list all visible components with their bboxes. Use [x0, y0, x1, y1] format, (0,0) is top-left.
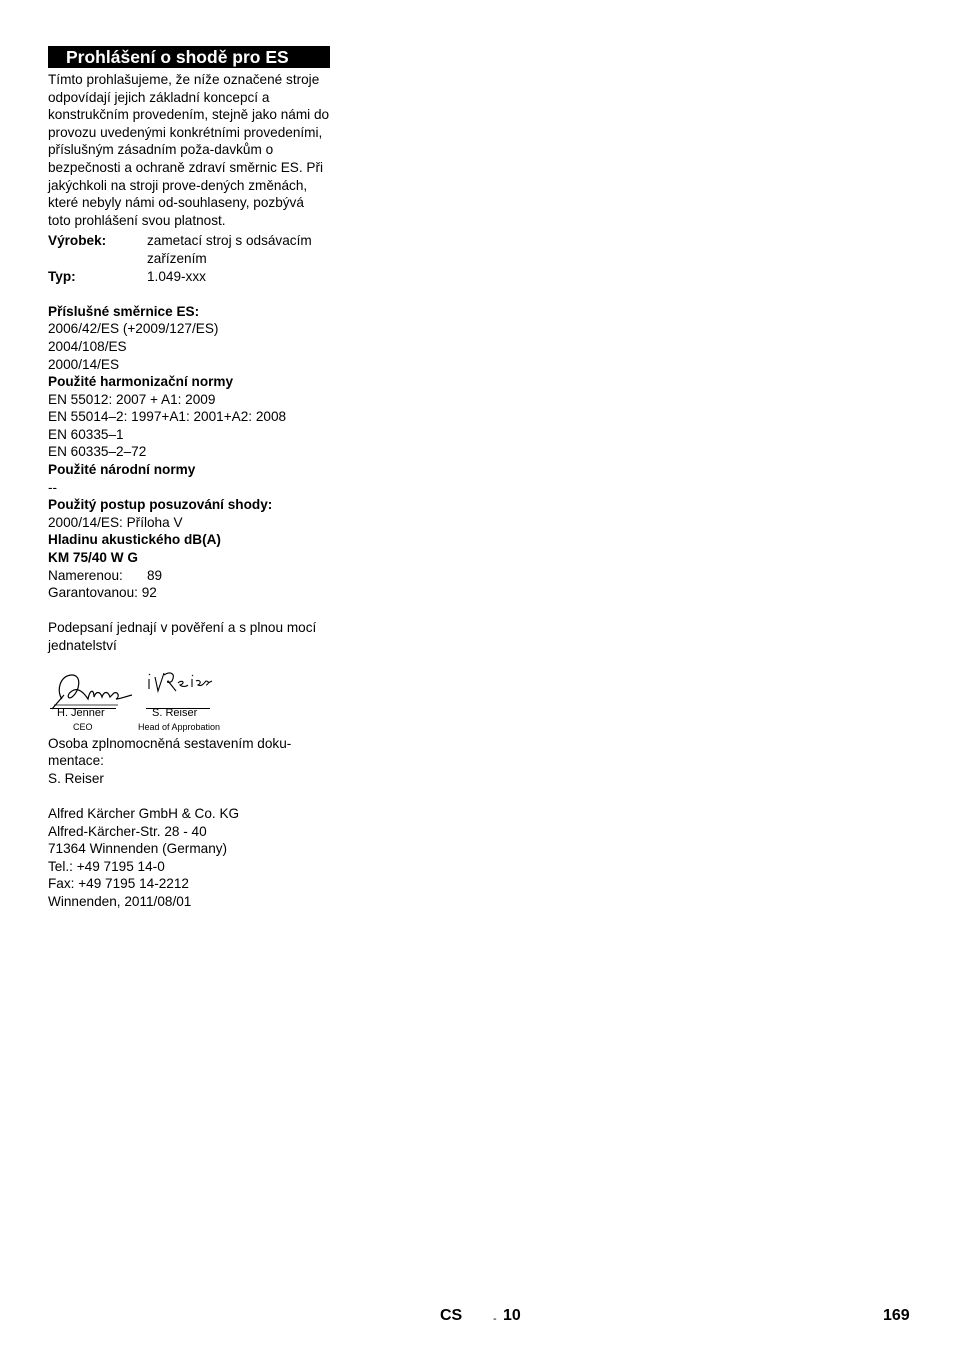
national-value: --: [48, 479, 58, 495]
guaranteed-value: 92: [141, 585, 157, 601]
page-title: Prohlášení o shodě pro ES: [48, 46, 330, 68]
national-heading: Použité národní normy: [48, 462, 196, 478]
product-label: Výrobek:: [48, 233, 107, 249]
directive-item: 2006/42/ES (+2009/127/ES): [48, 321, 219, 337]
company-line: Alfred-Kärcher-Str. 28 - 40: [48, 823, 207, 839]
signature-reiser-icon: [146, 669, 216, 699]
directive-item: 2004/108/ES: [48, 338, 127, 354]
signature-jenner-icon: [48, 669, 138, 711]
footer-page-number: 169: [883, 1307, 910, 1324]
harmonized-item: EN 55012: 2007 + A1: 2009: [48, 391, 216, 407]
company-line: Tel.: +49 7195 14-0: [48, 858, 165, 874]
guaranteed-row: [48, 584, 330, 602]
company-line: Alfred Kärcher GmbH & Co. KG: [48, 805, 240, 821]
noise-heading: Hladinu akustického dB(A): [48, 532, 221, 548]
type-label: Typ:: [48, 268, 76, 284]
noise-model: KM 75/40 W G: [48, 550, 138, 566]
signatory-name: S. Reiser: [152, 706, 198, 719]
company-line: Winnenden, 2011/08/01: [48, 893, 192, 909]
footer-dash: -: [493, 1313, 497, 1325]
signatory-name: H. Jenner: [57, 706, 105, 719]
harmonized-item: EN 60335–1: [48, 426, 124, 442]
signatory-role: Head of Approbation: [138, 721, 221, 732]
intro-paragraph: Tímto prohlašujeme, že níže označené stroje odpovídají jejich základní koncepcí a konstrukčním provedením, stejně jako námi do provozu uvedenými konkrétními provedeními, příslušným zásadním poža-davkům o bezpečnosti a ochraně zdraví směrnic ES. Při jakýchkoli na stroji prove-dených změnách, které nebyly námi od-souhlaseny, pozbývá toto prohlášení svou platnost.: [48, 72, 330, 228]
guaranteed-label: Garantovanou:: [48, 585, 138, 601]
company-line: 71364 Winnenden (Germany): [48, 841, 228, 857]
measured-row: [48, 567, 330, 585]
documentation-text: Osoba zplnomocněná sestavením doku-mentace:: [48, 735, 292, 769]
measured-value: 89: [147, 567, 163, 583]
company-line: Fax: +49 7195 14-2212: [48, 876, 189, 892]
directive-item: 2000/14/ES: [48, 356, 120, 372]
declaration-column: [48, 46, 330, 911]
measured-label: Namerenou:: [48, 567, 123, 583]
harmonized-heading: Použité harmonizační normy: [48, 374, 234, 390]
procedure-heading: Použitý postup posuzování shody:: [48, 497, 273, 513]
documentation-name: S. Reiser: [48, 770, 104, 786]
directives-heading: Příslušné směrnice ES:: [48, 303, 200, 319]
signatory-role: CEO: [73, 721, 93, 732]
signature-area: [48, 655, 330, 735]
product-value: zametací stroj s odsávacím zařízením: [147, 233, 312, 266]
signatories-intro: Podepsaní jednají v pověření a s plnou mocí jednatelství: [48, 620, 317, 653]
harmonized-item: EN 55014–2: 1997+A1: 2001+A2: 2008: [48, 409, 287, 425]
harmonized-item: EN 60335–2–72: [48, 444, 147, 460]
footer-section-page: 10: [503, 1307, 521, 1324]
type-row: [48, 268, 330, 286]
footer-language: CS: [440, 1307, 463, 1324]
procedure-value: 2000/14/ES: Příloha V: [48, 514, 183, 530]
type-value: 1.049-xxx: [147, 268, 206, 284]
product-row: [48, 232, 330, 267]
